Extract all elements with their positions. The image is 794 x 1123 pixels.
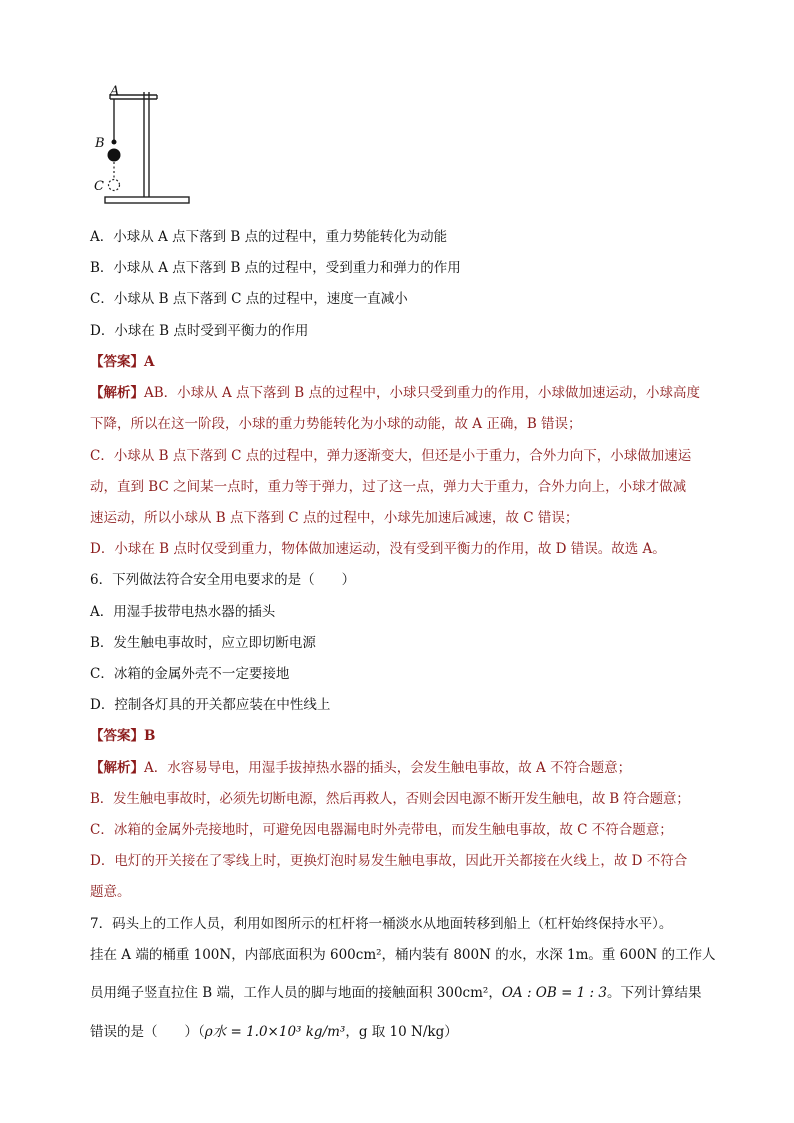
spring-stand-diagram — [85, 84, 195, 214]
q5-analysis-line-5: 速运动，所以小球从 B 点下落到 C 点的过程中，小球先加速后减速，故 C 错误； — [90, 510, 579, 526]
q6-stem: 6．下列做法符合安全用电要求的是（ ） — [90, 572, 356, 588]
q6-analysis-tag: 【解析】 — [90, 760, 144, 776]
stand-base — [105, 197, 189, 203]
q5-option-b: B．小球从 A 点下落到 B 点的过程中，受到重力和弹力的作用 — [90, 260, 461, 276]
q7-line-4: 错误的是（ ）（ρ水 = 1.0×10³ kg/m³，g 取 10 N/kg） — [90, 1024, 458, 1040]
q6-answer: 【答案】B — [90, 728, 156, 744]
q5-analysis-tag: 【解析】 — [90, 385, 144, 401]
q6-option-d: D．控制各灯具的开关都应装在中性线上 — [90, 697, 331, 713]
q5-analysis-line-2: 下降，所以在这一阶段，小球的重力势能转化为小球的动能，故 A 正确，B 错误； — [90, 416, 582, 432]
q6-option-a: A．用湿手拔带电热水器的插头 — [90, 604, 276, 620]
q5-answer: 【答案】A — [90, 354, 155, 370]
label-b: B — [95, 136, 105, 151]
spring-ball-figure — [85, 84, 195, 214]
q5-option-a: A．小球从 A 点下落到 B 点的过程中，重力势能转化为动能 — [90, 229, 448, 245]
point-b-dot — [112, 140, 117, 145]
q6-analysis-line-3: C．冰箱的金属外壳接地时，可避免因电器漏电时外壳带电，而发生触电事故，故 C 不符合题意； — [90, 822, 673, 838]
q6-analysis-line-2: B．发生触电事故时，必须先切断电源，然后再救人，否则会因电源不断开发生触电，故 B 符合题意； — [90, 791, 690, 807]
q7-water-density: ρ水 = 1.0×10³ kg/m³ — [204, 1024, 346, 1040]
q6-option-b: B．发生触电事故时，应立即切断电源 — [90, 635, 316, 651]
label-a: A — [110, 84, 120, 99]
q7-ratio: OA : OB = 1 : 3 — [501, 985, 607, 1001]
q7-line-1: 7．码头上的工作人员，利用如图所示的杠杆将一桶淡水从地面转移到船上（杠杆始终保持水平）。 — [90, 916, 673, 932]
q6-option-c: C．冰箱的金属外壳不一定要接地 — [90, 666, 290, 682]
label-c: C — [94, 179, 104, 194]
q5-analysis-line-3: C．小球从 B 点下落到 C 点的过程中，弹力逐渐变大，但还是小于重力，合外力向下，小球做加速运 — [90, 448, 692, 464]
q6-analysis-line-4: D．电灯的开关接在了零线上时，更换灯泡时易发生触电事故，因此开关都接在火线上，故 D 不符合 — [90, 853, 688, 869]
q7-line-3: 员用绳子竖直拉住 B 端，工作人员的脚与地面的接触面积 300cm²，OA : OB = 1 : 3。下列计算结果 — [90, 985, 702, 1001]
q5-option-c: C．小球从 B 点下落到 C 点的过程中，速度一直减小 — [90, 291, 408, 307]
point-c-dashed-ball — [109, 180, 120, 191]
q5-analysis-line-4: 动，直到 BC 之间某一点时，重力等于弹力，过了这一点，弹力大于重力，合外力向上，小球才做减 — [90, 479, 687, 495]
q6-analysis-line-5: 题意。 — [90, 884, 131, 900]
ball — [108, 149, 121, 162]
q5-analysis-line-6: D．小球在 B 点时仅受到重力，物体做加速运动，没有受到平衡力的作用，故 D 错误。故选 A。 — [90, 541, 666, 557]
q5-option-d: D．小球在 B 点时受到平衡力的作用 — [90, 323, 309, 339]
q6-analysis-line-1: 【解析】A．水容易导电，用湿手拔掉热水器的插头，会发生触电事故，故 A 不符合题意； — [90, 760, 632, 776]
q7-line-2: 挂在 A 端的桶重 100N，内部底面积为 600cm²，桶内装有 800N 的水，水深 1m。重 600N 的工作人 — [90, 947, 716, 963]
q5-analysis-line-1: 【解析】AB．小球从 A 点下落到 B 点的过程中，小球只受到重力的作用，小球做加速运动，小球高度 — [90, 385, 701, 401]
